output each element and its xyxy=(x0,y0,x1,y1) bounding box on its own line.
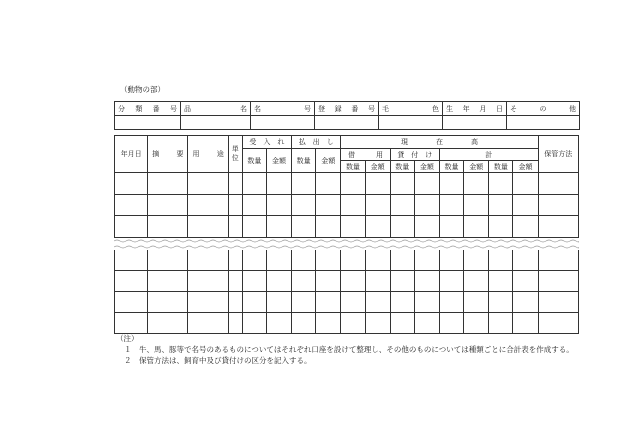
ledger-cell[interactable] xyxy=(292,292,316,313)
ledger-cell[interactable] xyxy=(365,173,390,195)
registration-header-row xyxy=(115,102,580,116)
ledger-row xyxy=(115,250,579,271)
ledger-cell[interactable] xyxy=(414,292,439,313)
ledger-cell[interactable] xyxy=(148,173,188,195)
ledger-cell[interactable] xyxy=(390,250,414,271)
ledger-cell[interactable] xyxy=(188,313,228,334)
ledger-cell[interactable] xyxy=(513,250,538,271)
animal-name-header: 名 号 xyxy=(251,102,315,116)
ledger-cell[interactable] xyxy=(148,216,188,238)
ledger-cell[interactable] xyxy=(439,216,463,238)
registration-number-header: 登 録 番 号 xyxy=(315,102,379,116)
ledger-table-lower xyxy=(114,250,579,334)
ledger-cell[interactable] xyxy=(489,313,513,334)
ledger-cell[interactable] xyxy=(242,250,266,271)
ledger-cell[interactable] xyxy=(228,216,242,238)
ledger-cell[interactable] xyxy=(341,313,365,334)
section-title: （動物の部） xyxy=(120,85,165,94)
ledger-cell[interactable] xyxy=(316,292,341,313)
date-header: 年月日 xyxy=(115,136,148,173)
ledger-cell[interactable] xyxy=(242,173,266,195)
ledger-cell[interactable] xyxy=(341,173,365,195)
ledger-cell[interactable] xyxy=(341,292,365,313)
ledger-cell[interactable] xyxy=(242,313,266,334)
paid-out-header: 払 出 し xyxy=(292,136,341,149)
ledger-cell[interactable] xyxy=(439,271,463,292)
received-amount-header: 金額 xyxy=(266,149,291,173)
registration-value-row xyxy=(115,116,580,130)
ledger-cell[interactable] xyxy=(148,194,188,216)
ledger-cell[interactable] xyxy=(316,313,341,334)
ledger-cell[interactable] xyxy=(513,292,538,313)
ledger-cell[interactable] xyxy=(414,173,439,195)
unit-header: 単位 xyxy=(228,136,242,173)
registration-cell[interactable] xyxy=(251,116,315,130)
ledger-cell[interactable] xyxy=(316,250,341,271)
registration-cell[interactable] xyxy=(181,116,251,130)
ledger-cell[interactable] xyxy=(365,271,390,292)
ledger-cell[interactable] xyxy=(228,250,242,271)
borrowed-amount-header: 金額 xyxy=(365,161,390,173)
ledger-cell[interactable] xyxy=(538,216,578,238)
ledger-cell[interactable] xyxy=(292,271,316,292)
ledger-cell[interactable] xyxy=(292,173,316,195)
registration-table xyxy=(114,101,580,130)
ledger-cell[interactable] xyxy=(188,271,228,292)
ledger-cell[interactable] xyxy=(513,194,538,216)
ledger-cell[interactable] xyxy=(266,173,291,195)
lent-header: 貸 付 け xyxy=(390,149,439,161)
ledger-cell[interactable] xyxy=(439,250,463,271)
ledger-cell[interactable] xyxy=(538,250,578,271)
ledger-cell[interactable] xyxy=(228,313,242,334)
total-quantity-header: 数量 xyxy=(489,161,513,173)
ledger-cell[interactable] xyxy=(538,292,578,313)
ledger-cell[interactable] xyxy=(513,216,538,238)
ledger-cell[interactable] xyxy=(390,271,414,292)
lent-quantity-header: 数量 xyxy=(390,161,414,173)
ledger-cell[interactable] xyxy=(365,216,390,238)
ledger-cell[interactable] xyxy=(228,173,242,195)
ledger-cell[interactable] xyxy=(489,173,513,195)
ledger-cell[interactable] xyxy=(188,194,228,216)
ledger-cell[interactable] xyxy=(266,250,291,271)
ledger-cell[interactable] xyxy=(390,173,414,195)
storage-method-header: 保管方法 xyxy=(538,136,578,173)
ledger-cell[interactable] xyxy=(464,250,489,271)
ledger-cell[interactable] xyxy=(538,194,578,216)
ledger-cell[interactable] xyxy=(292,313,316,334)
ledger-cell[interactable] xyxy=(414,216,439,238)
ledger-cell[interactable] xyxy=(228,194,242,216)
ledger-cell[interactable] xyxy=(464,194,489,216)
ledger-cell[interactable] xyxy=(439,173,463,195)
registration-cell[interactable] xyxy=(315,116,379,130)
ledger-cell[interactable] xyxy=(365,292,390,313)
coat-color-header: 毛 色 xyxy=(379,102,443,116)
summary-header: 摘 要 xyxy=(148,136,188,173)
ledger-cell[interactable] xyxy=(242,216,266,238)
note-item: １ 牛、馬、豚等で名号のあるものについてはそれぞれ口座を設けて整理し、その他のものについては種類ごとに合計表を作成する。 xyxy=(124,345,574,354)
ledger-row xyxy=(115,271,579,292)
ledger-cell[interactable] xyxy=(538,313,578,334)
received-header: 受 入 れ xyxy=(242,136,291,149)
ledger-cell[interactable] xyxy=(188,292,228,313)
ledger-cell[interactable] xyxy=(489,216,513,238)
total-amount-header: 金額 xyxy=(513,161,538,173)
ledger-cell[interactable] xyxy=(115,271,148,292)
ledger-cell[interactable] xyxy=(148,271,188,292)
notes-heading: （注） xyxy=(116,334,139,343)
item-name-header: 品 名 xyxy=(181,102,251,116)
total-header: 計 xyxy=(439,149,538,161)
ledger-cell[interactable] xyxy=(228,292,242,313)
ledger-cell[interactable] xyxy=(390,292,414,313)
ledger-cell[interactable] xyxy=(513,313,538,334)
ledger-cell[interactable] xyxy=(115,194,148,216)
ledger-cell[interactable] xyxy=(316,271,341,292)
ledger-cell[interactable] xyxy=(414,271,439,292)
ledger-cell[interactable] xyxy=(365,194,390,216)
registration-cell[interactable] xyxy=(507,116,580,130)
ledger-table-upper xyxy=(114,135,579,238)
ledger-cell[interactable] xyxy=(464,173,489,195)
ledger-cell[interactable] xyxy=(266,194,291,216)
ledger-row xyxy=(115,292,579,313)
ledger-cell[interactable] xyxy=(464,271,489,292)
ledger-cell[interactable] xyxy=(115,292,148,313)
ledger-cell[interactable] xyxy=(266,313,291,334)
registration-cell[interactable] xyxy=(115,116,181,130)
ledger-cell[interactable] xyxy=(188,216,228,238)
ledger-row xyxy=(115,313,579,334)
ledger-cell[interactable] xyxy=(464,216,489,238)
ledger-cell[interactable] xyxy=(115,216,148,238)
other-header: そ の 他 xyxy=(507,102,580,116)
borrowed-header: 借 用 xyxy=(341,149,390,161)
ledger-cell[interactable] xyxy=(513,271,538,292)
ledger-cell[interactable] xyxy=(489,271,513,292)
ledger-cell[interactable] xyxy=(292,250,316,271)
notes xyxy=(116,333,596,366)
ledger-cell[interactable] xyxy=(341,250,365,271)
ledger-cell[interactable] xyxy=(439,292,463,313)
ledger-cell[interactable] xyxy=(464,313,489,334)
ledger-row xyxy=(115,216,579,238)
borrowed-quantity-header: 数量 xyxy=(341,161,365,173)
ledger-cell[interactable] xyxy=(266,216,291,238)
ledger-cell[interactable] xyxy=(148,250,188,271)
ledger-cell[interactable] xyxy=(266,271,291,292)
ledger-cell[interactable] xyxy=(115,250,148,271)
ledger-cell[interactable] xyxy=(365,250,390,271)
ledger-cell[interactable] xyxy=(292,216,316,238)
ledger-cell[interactable] xyxy=(292,194,316,216)
ledger-cell[interactable] xyxy=(266,292,291,313)
paid-out-quantity-header: 数量 xyxy=(292,149,316,173)
ledger-cell[interactable] xyxy=(316,194,341,216)
in-house-amount-header: 金額 xyxy=(464,161,489,173)
ledger-cell[interactable] xyxy=(390,194,414,216)
ledger-row xyxy=(115,173,579,195)
ledger-cell[interactable] xyxy=(341,271,365,292)
ledger-cell[interactable] xyxy=(341,194,365,216)
ledger-cell[interactable] xyxy=(242,194,266,216)
purpose-header: 用 途 xyxy=(188,136,228,173)
current-balance-header: 現 在 高 xyxy=(341,136,538,149)
ledger-cell[interactable] xyxy=(115,313,148,334)
ledger-cell[interactable] xyxy=(513,173,538,195)
ledger-cell[interactable] xyxy=(188,173,228,195)
registration-cell[interactable] xyxy=(443,116,507,130)
ledger-cell[interactable] xyxy=(464,292,489,313)
table-break-wavy-lines xyxy=(114,237,579,251)
ledger-cell[interactable] xyxy=(390,313,414,334)
ledger-cell[interactable] xyxy=(414,194,439,216)
ledger-cell[interactable] xyxy=(365,313,390,334)
ledger-cell[interactable] xyxy=(538,271,578,292)
registration-cell[interactable] xyxy=(379,116,443,130)
ledger-cell[interactable] xyxy=(341,216,365,238)
classification-number-header: 分 類 番 号 xyxy=(115,102,181,116)
received-quantity-header: 数量 xyxy=(242,149,266,173)
ledger-cell[interactable] xyxy=(489,250,513,271)
ledger-cell[interactable] xyxy=(390,216,414,238)
paid-out-amount-header: 金額 xyxy=(316,149,341,173)
ledger-cell[interactable] xyxy=(414,313,439,334)
ledger-row xyxy=(115,194,579,216)
ledger-cell[interactable] xyxy=(439,194,463,216)
lent-amount-header: 金額 xyxy=(414,161,439,173)
ledger-cell[interactable] xyxy=(489,194,513,216)
ledger-cell[interactable] xyxy=(439,313,463,334)
ledger-cell[interactable] xyxy=(414,250,439,271)
ledger-cell[interactable] xyxy=(316,216,341,238)
ledger-cell[interactable] xyxy=(242,292,266,313)
ledger-cell[interactable] xyxy=(115,173,148,195)
ledger-cell[interactable] xyxy=(489,292,513,313)
birth-date-header: 生 年 月 日 xyxy=(443,102,507,116)
ledger-cell[interactable] xyxy=(538,173,578,195)
ledger-cell[interactable] xyxy=(188,250,228,271)
note-item: ２ 保管方法は、飼育中及び貸付けの区分を記入する。 xyxy=(124,356,312,365)
ledger-cell[interactable] xyxy=(242,271,266,292)
in-house-quantity-header: 数量 xyxy=(439,161,463,173)
ledger-cell[interactable] xyxy=(228,271,242,292)
ledger-cell[interactable] xyxy=(148,313,188,334)
ledger-cell[interactable] xyxy=(148,292,188,313)
ledger-cell[interactable] xyxy=(316,173,341,195)
